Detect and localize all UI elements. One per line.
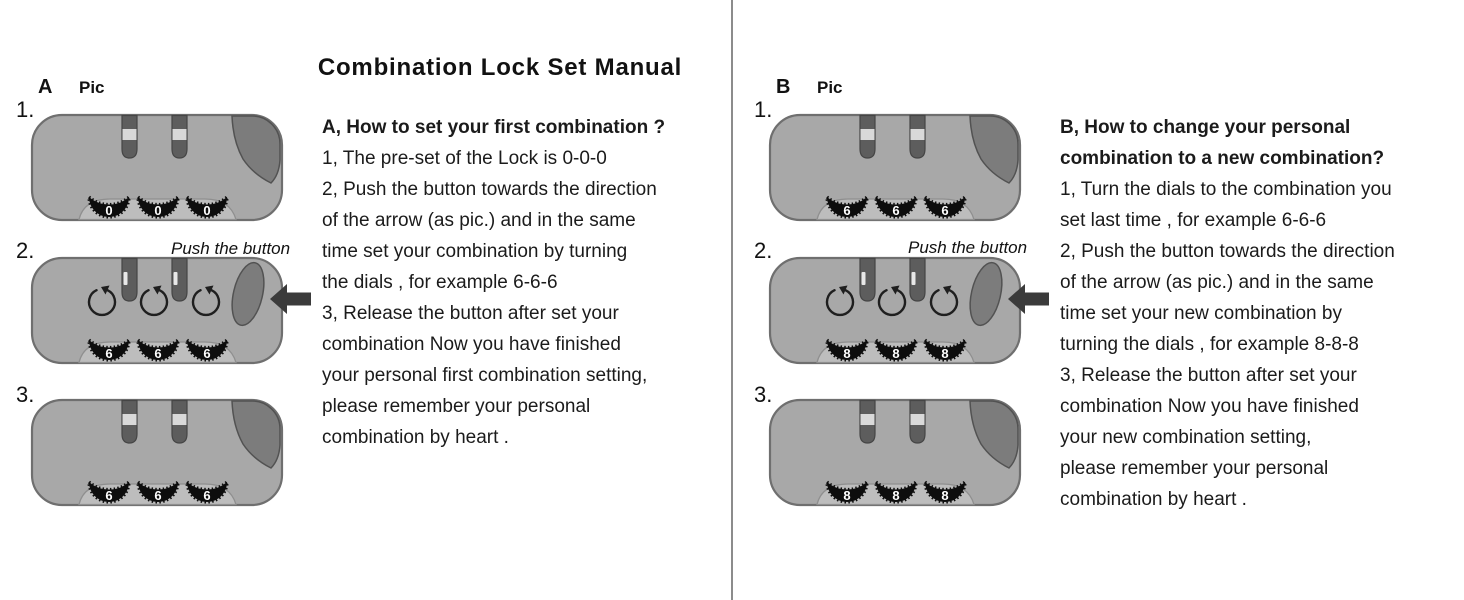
lock-figure-a3: [30, 398, 314, 508]
instruction-line: the dials , for example 6-6-6: [322, 272, 558, 293]
dial-digit: 6: [203, 346, 211, 361]
dial-digit: 8: [843, 488, 851, 503]
lock-figure-a1: [30, 113, 314, 223]
push-button-label-a: Push the button: [171, 239, 291, 258]
instruction-line: 3, Release the button after set your: [322, 303, 619, 324]
shackle-notch: [912, 272, 916, 285]
instruction-heading-line: A, How to set your first combination ?: [322, 117, 666, 138]
instruction-line: combination by heart .: [1060, 489, 1247, 510]
shackle-gap-band: [173, 414, 187, 425]
instructions-a: [322, 112, 722, 453]
shackle-notch: [862, 272, 866, 285]
shackle-gap-band: [123, 129, 137, 140]
dial-digit: 0: [154, 203, 162, 218]
dial-digit: 8: [892, 488, 900, 503]
page-title: Combination Lock Set Manual: [317, 54, 683, 81]
padlock-illustration: [30, 398, 314, 508]
dial-digit: 6: [105, 346, 113, 361]
lock-figure-a2: [30, 256, 314, 366]
section-divider: [731, 0, 733, 600]
instruction-line: combination Now you have finished: [322, 334, 621, 355]
figure-number-b1: 1.: [754, 97, 773, 122]
instruction-line: combination Now you have finished: [1060, 396, 1359, 417]
padlock-illustration: [30, 113, 314, 223]
dial-digit: 0: [105, 203, 113, 218]
dial-digit: 8: [941, 346, 949, 361]
section-b-pic-label: Pic: [817, 78, 843, 97]
instruction-line: of the arrow (as pic.) and in the same: [322, 210, 636, 231]
instructions-b: [1060, 112, 1464, 515]
shackle-notch: [174, 272, 178, 285]
lock-figure-b1: [768, 113, 1052, 223]
dial-digit: 6: [105, 488, 113, 503]
section-a-pic-label: Pic: [79, 78, 105, 97]
instruction-line: time set your new combination by: [1060, 303, 1342, 324]
dial-digit: 8: [843, 346, 851, 361]
padlock-illustration: [768, 398, 1052, 508]
instruction-line: your new combination setting,: [1060, 427, 1312, 448]
shackle-gap-band: [173, 129, 187, 140]
instruction-line: 3, Release the button after set your: [1060, 365, 1357, 386]
instruction-line: combination by heart .: [322, 427, 509, 448]
instruction-line: please remember your personal: [1060, 458, 1329, 479]
dial-digit: 6: [154, 346, 162, 361]
figure-number-a1: 1.: [16, 97, 35, 122]
lock-figure-b2: [768, 256, 1052, 366]
padlock-illustration: [768, 256, 1052, 366]
section-a-letter: A: [38, 76, 53, 98]
figure-number-a2: 2.: [16, 238, 35, 263]
instruction-line: 1, The pre-set of the Lock is 0-0-0: [322, 148, 607, 169]
dial-digit: 6: [892, 203, 900, 218]
shackle-gap-band: [911, 129, 925, 140]
instruction-line: 2, Push the button towards the direction: [322, 179, 657, 200]
instruction-line: 2, Push the button towards the direction: [1060, 241, 1395, 262]
instruction-line: 1, Turn the dials to the combination you: [1060, 179, 1392, 200]
figure-number-a3: 3.: [16, 382, 35, 407]
instruction-line: of the arrow (as pic.) and in the same: [1060, 272, 1374, 293]
instruction-line: set last time , for example 6-6-6: [1060, 210, 1327, 231]
instruction-line: turning the dials , for example 8-8-8: [1060, 334, 1359, 355]
dial-digit: 0: [203, 203, 211, 218]
dial-digit: 6: [843, 203, 851, 218]
padlock-illustration: [30, 256, 314, 366]
dial-digit: 6: [941, 203, 949, 218]
instruction-line: time set your combination by turning: [322, 241, 628, 262]
dial-digit: 6: [203, 488, 211, 503]
dial-digit: 6: [154, 488, 162, 503]
shackle-gap-band: [123, 414, 137, 425]
padlock-illustration: [768, 113, 1052, 223]
shackle-gap-band: [861, 129, 875, 140]
section-b-letter: B: [776, 76, 791, 98]
dial-digit: 8: [941, 488, 949, 503]
dial-digit: 8: [892, 346, 900, 361]
instruction-line: your personal first combination setting,: [322, 365, 648, 386]
instruction-heading-line: combination to a new combination?: [1060, 148, 1385, 169]
shackle-gap-band: [861, 414, 875, 425]
instruction-line: please remember your personal: [322, 396, 591, 417]
shackle-notch: [124, 272, 128, 285]
instruction-heading-line: B, How to change your personal: [1060, 117, 1351, 138]
figure-number-b3: 3.: [754, 382, 773, 407]
figure-number-b2: 2.: [754, 238, 773, 263]
push-button-label-b: Push the button: [908, 238, 1028, 257]
lock-figure-b3: [768, 398, 1052, 508]
shackle-gap-band: [911, 414, 925, 425]
